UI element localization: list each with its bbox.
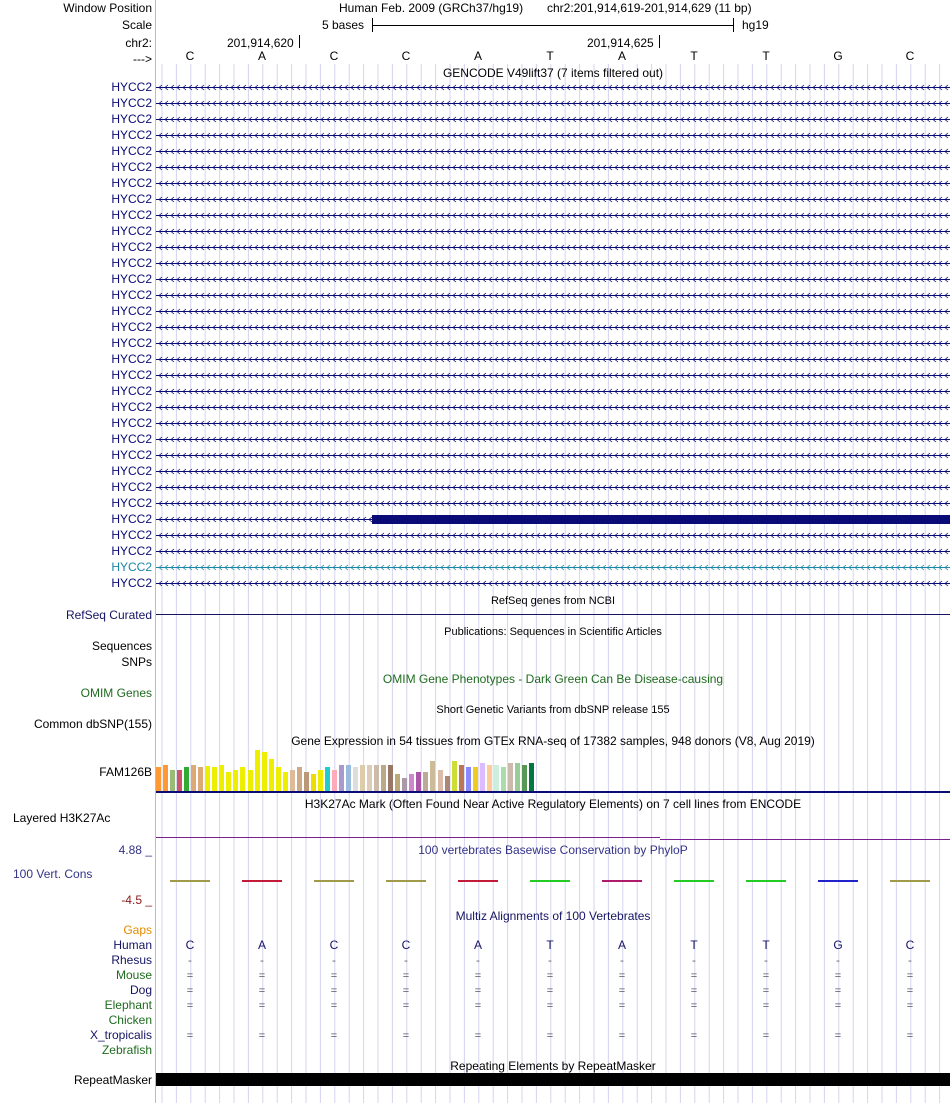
gtex-tissue-bar[interactable] [381,765,386,791]
h3k27ac-signal-line-a [156,837,660,838]
gtex-tissue-bar[interactable] [311,774,316,791]
gencode-gene-label[interactable]: HYCC2 [111,208,152,222]
gtex-tissue-bar[interactable] [346,765,351,791]
phylop-score-mark [602,880,642,882]
phylop-max-label: 4.88 _ [118,843,152,857]
gencode-transcript[interactable] [156,81,950,94]
gtex-tissue-bar[interactable] [177,770,182,792]
gtex-tissue-bar[interactable] [374,765,379,791]
gencode-transcript[interactable] [156,449,950,462]
gtex-tissue-bar[interactable] [515,763,520,791]
multiz-alignment-cell: = [474,985,482,997]
gtex-tissue-bar[interactable] [459,765,464,791]
coordinate-tick-b: 201,914,625 [587,36,654,50]
refseq-track-label[interactable]: RefSeq Curated [65,608,152,622]
multiz-species-label[interactable]: X_tropicalis [89,1028,152,1042]
gtex-tissue-bar[interactable] [156,767,161,791]
multiz-alignment-cell: C [185,938,195,952]
gencode-transcript[interactable] [156,417,950,430]
scale-bar [372,25,733,26]
gencode-transcript[interactable] [156,305,950,318]
repeatmasker-track-title: Repeating Elements by RepeatMasker [450,1059,656,1073]
multiz-alignment-cell: = [690,1030,698,1042]
gtex-tissue-bar[interactable] [487,765,492,791]
h3k27ac-signal-line-b [660,839,950,840]
phylop-score-mark [386,880,426,882]
multiz-alignment-cell: C [401,938,411,952]
multiz-alignment-cell: - [260,955,264,967]
gtex-tissue-bar[interactable] [184,767,189,791]
gencode-transcript[interactable] [156,273,950,286]
gtex-tissue-bar[interactable] [233,770,238,792]
multiz-alignment-cell: = [330,1000,338,1012]
coordinate-tick-a: 201,914,620 [227,36,294,50]
multiz-alignment-cell: = [258,970,266,982]
multiz-alignment-cell: = [546,985,554,997]
multiz-species-label[interactable]: Chicken [108,1013,152,1027]
gtex-tissue-bar[interactable] [452,761,457,791]
multiz-alignment-cell: - [188,955,192,967]
gencode-transcript[interactable] [156,161,950,174]
gencode-gene-label[interactable]: HYCC2 [111,128,152,142]
multiz-alignment-cell: - [764,955,768,967]
gencode-gene-label[interactable]: HYCC2 [111,544,152,558]
assembly-title: Human Feb. 2009 (GRCh37/hg19) [339,1,524,15]
gencode-gene-label[interactable]: HYCC2 [111,144,152,158]
multiz-species-label[interactable]: Mouse [115,968,152,982]
gtex-tissue-bar[interactable] [501,767,506,791]
gencode-transcript[interactable] [156,561,950,574]
phylop-score-mark [530,880,570,882]
multiz-alignment-cell: A [257,938,266,952]
gencode-transcript[interactable] [156,545,950,558]
gencode-transcript[interactable] [156,401,950,414]
gencode-transcript[interactable] [156,497,950,510]
publications-label-snps[interactable]: SNPs [121,655,152,669]
repeatmasker-element-bar[interactable] [156,1073,950,1086]
gencode-gene-label[interactable]: HYCC2 [111,288,152,302]
transcript-exon-block [372,515,950,524]
multiz-alignment-cell: = [402,970,410,982]
gtex-tissue-bar[interactable] [255,750,260,791]
phylop-score-mark [314,880,354,882]
multiz-alignment-cell: = [618,985,626,997]
gencode-gene-label[interactable]: HYCC2 [111,320,152,334]
gtex-tissue-bar[interactable] [494,765,499,791]
gtex-tissue-bar[interactable] [269,759,274,791]
gtex-tissue-bar[interactable] [339,765,344,791]
gencode-gene-label[interactable]: HYCC2 [111,192,152,206]
multiz-alignment-cell: = [258,1030,266,1042]
gencode-track-title: GENCODE V49lift37 (7 items filtered out) [442,66,664,80]
gtex-tissue-bar[interactable] [325,767,330,791]
multiz-alignment-cell: = [618,970,626,982]
multiz-alignment-cell: = [906,1030,914,1042]
h3k27ac-track-label[interactable]: Layered H3K27Ac [13,811,111,825]
gencode-transcript[interactable] [156,577,950,590]
phylop-min-label: -4.5 _ [121,893,152,907]
multiz-alignment-cell: - [692,955,696,967]
gencode-gene-label[interactable]: HYCC2 [111,384,152,398]
multiz-alignment-cell: = [330,1030,338,1042]
gencode-gene-label[interactable]: HYCC2 [111,512,152,526]
gencode-transcript[interactable] [156,385,950,398]
multiz-track-title: Multiz Alignments of 100 Vertebrates [455,909,651,923]
gencode-transcript[interactable] [156,481,950,494]
phylop-score-mark [818,880,858,882]
gtex-tissue-bar[interactable] [240,767,245,791]
gencode-gene-label[interactable]: HYCC2 [111,112,152,126]
multiz-alignment-cell: T [762,938,770,952]
gencode-gene-label[interactable]: HYCC2 [111,272,152,286]
gtex-tissue-bar[interactable] [212,767,217,791]
multiz-alignment-cell: = [618,1030,626,1042]
phylop-score-mark [170,880,210,882]
multiz-alignment-cell: A [473,938,482,952]
gencode-gene-label[interactable]: HYCC2 [111,96,152,110]
gtex-tissue-bar[interactable] [480,763,485,791]
dbsnp-track-title: Short Genetic Variants from dbSNP release 155 [436,704,670,716]
multiz-alignment-cell: - [476,955,480,967]
base-letter: C [185,49,195,63]
base-letter: G [833,49,843,63]
base-letter: T [546,49,554,63]
window-position-label: Window Position [63,1,152,15]
phylop-track-title: 100 vertebrates Basewise Conservation by PhyloP [418,843,688,857]
gtex-tissue-bar[interactable] [508,763,513,791]
multiz-alignment-cell: = [546,1000,554,1012]
db-label: hg19 [742,18,769,32]
gencode-transcript[interactable] [156,433,950,446]
multiz-alignment-cell: T [546,938,554,952]
multiz-alignment-cell: = [474,1000,482,1012]
gencode-transcript[interactable] [156,113,950,126]
multiz-alignment-cell: - [908,955,912,967]
multiz-alignment-cell: = [906,970,914,982]
gencode-gene-label[interactable]: HYCC2 [111,576,152,590]
gencode-gene-label[interactable]: HYCC2 [111,240,152,254]
chrom-label: chr2: [125,36,152,50]
gtex-tissue-bar[interactable] [353,767,358,791]
gtex-gene-line[interactable] [156,791,950,793]
multiz-alignment-cell: = [834,970,842,982]
repeatmasker-track-label[interactable]: RepeatMasker [73,1073,152,1087]
gencode-gene-label[interactable]: HYCC2 [111,80,152,94]
multiz-alignment-cell: = [690,1000,698,1012]
gencode-transcript[interactable] [156,97,950,110]
gencode-transcript[interactable] [156,193,950,206]
multiz-alignment-cell: = [834,985,842,997]
multiz-alignment-cell: = [762,1030,770,1042]
gtex-tissue-bar[interactable] [466,767,471,791]
multiz-alignment-cell: = [762,1000,770,1012]
gtex-tissue-bar[interactable] [226,772,231,791]
gtex-tissue-bar[interactable] [170,770,175,792]
coordinate-tick-a-mark [299,35,300,48]
gtex-tissue-bar[interactable] [388,765,393,791]
multiz-alignment-cell: = [330,970,338,982]
gencode-gene-label[interactable]: HYCC2 [111,560,152,574]
multiz-alignment-cell: - [620,955,624,967]
gencode-gene-label[interactable]: HYCC2 [111,496,152,510]
gtex-expression-bars[interactable] [156,748,536,791]
multiz-alignment-cell: = [690,985,698,997]
multiz-alignment-cell: T [690,938,698,952]
gtex-tissue-bar[interactable] [430,761,435,791]
gtex-tissue-bar[interactable] [445,776,450,791]
phylop-track-label[interactable]: 100 Vert. Cons [13,867,93,881]
gtex-tissue-bar[interactable] [304,772,309,791]
gencode-transcript[interactable] [156,337,950,350]
phylop-score-mark [746,880,786,882]
multiz-alignment-cell: = [474,970,482,982]
multiz-alignment-cell: = [906,1000,914,1012]
gencode-transcript[interactable] [156,241,950,254]
gtex-tissue-bar[interactable] [360,765,365,791]
publications-track-title: Publications: Sequences in Scientific Articles [444,626,662,638]
multiz-alignment-cell: = [546,1030,554,1042]
gencode-gene-label[interactable]: HYCC2 [111,464,152,478]
coordinate-tick-b-mark [659,35,660,48]
multiz-alignment-cell: = [258,985,266,997]
multiz-species-label[interactable]: Zebrafish [101,1043,152,1057]
gencode-gene-label[interactable]: HYCC2 [111,432,152,446]
base-letter: A [617,49,626,63]
gtex-tissue-bar[interactable] [402,778,407,791]
base-letter: A [473,49,482,63]
base-letter: T [690,49,698,63]
gencode-transcript[interactable] [156,129,950,142]
gencode-transcript[interactable] [156,225,950,238]
gtex-tissue-bar[interactable] [283,772,288,791]
gencode-gene-label[interactable]: HYCC2 [111,352,152,366]
multiz-alignment-cell: = [186,985,194,997]
gtex-tissue-bar[interactable] [423,772,428,791]
multiz-alignment-cell: = [834,1000,842,1012]
gencode-gene-label[interactable]: HYCC2 [111,448,152,462]
multiz-alignment-cell: - [548,955,552,967]
refseq-gene-line[interactable] [156,614,950,615]
gtex-tissue-bar[interactable] [163,765,168,791]
multiz-alignment-cell: C [329,938,339,952]
gtex-tissue-bar[interactable] [276,767,281,791]
gencode-transcript[interactable] [156,353,950,366]
multiz-alignment-cell: = [618,1000,626,1012]
multiz-alignment-cell: = [186,1030,194,1042]
multiz-alignment-cell: = [906,985,914,997]
gtex-tissue-bar[interactable] [290,770,295,792]
gencode-gene-label[interactable]: HYCC2 [111,256,152,270]
multiz-species-label[interactable]: Rhesus [111,953,152,967]
gtex-track-title: Gene Expression in 54 tissues from GTEx RNA-seq of 17382 samples, 948 donors (V8, Aug 2019) [291,734,815,748]
gtex-tissue-bar[interactable] [367,765,372,791]
gtex-tissue-bar[interactable] [332,770,337,792]
multiz-alignment-cell: = [762,970,770,982]
gencode-gene-label[interactable]: HYCC2 [111,368,152,382]
gencode-gene-label[interactable]: HYCC2 [111,480,152,494]
multiz-species-label[interactable]: Dog [129,983,152,997]
scale-bar-tick-left [372,18,373,32]
gencode-transcript[interactable] [156,289,950,302]
gtex-tissue-bar[interactable] [248,770,253,792]
scale-bar-tick-right [733,18,734,32]
gtex-tissue-bar[interactable] [522,765,527,791]
gencode-transcript[interactable] [156,257,950,270]
scale-label: Scale [121,18,152,32]
scale-text: 5 bases [322,18,365,32]
multiz-alignment-cell: - [332,955,336,967]
gtex-tissue-bar[interactable] [191,765,196,791]
gencode-gene-label[interactable]: HYCC2 [111,304,152,318]
multiz-alignment-cell: = [402,1030,410,1042]
gencode-transcript[interactable] [156,321,950,334]
gtex-tissue-bar[interactable] [297,767,302,791]
gencode-transcript[interactable] [156,177,950,190]
gtex-tissue-bar[interactable] [438,770,443,792]
base-letter: C [329,49,339,63]
gencode-gene-label[interactable]: HYCC2 [111,400,152,414]
multiz-alignment-cell: = [186,970,194,982]
multiz-species-label[interactable]: Elephant [104,998,152,1012]
multiz-species-label[interactable]: Human [113,938,152,952]
gtex-tissue-bar[interactable] [395,774,400,791]
omim-track-title: OMIM Gene Phenotypes - Dark Green Can Be Disease-causing [382,672,724,686]
multiz-alignment-cell: A [617,938,626,952]
omim-track-label[interactable]: OMIM Genes [80,686,152,700]
phylop-score-mark [242,880,282,882]
multiz-alignment-cell: G [833,938,843,952]
gencode-transcript[interactable] [156,369,950,382]
gtex-tissue-bar[interactable] [473,767,478,791]
multiz-alignment-cell: = [690,970,698,982]
gtex-tissue-bar[interactable] [198,767,203,791]
refseq-track-title: RefSeq genes from NCBI [490,595,616,607]
multiz-alignment-cell: = [546,970,554,982]
publications-label-sequences[interactable]: Sequences [91,639,152,653]
gencode-gene-label[interactable]: HYCC2 [111,528,152,542]
gtex-tissue-bar[interactable] [416,772,421,791]
multiz-alignment-cell: = [762,985,770,997]
gencode-gene-label[interactable]: HYCC2 [111,160,152,174]
h3k27ac-track-title: H3K27Ac Mark (Often Found Near Active Regulatory Elements) on 7 cell lines from ENCODE [304,797,802,811]
gencode-gene-label[interactable]: HYCC2 [111,416,152,430]
base-letter: C [905,49,915,63]
multiz-alignment-cell: = [402,985,410,997]
gencode-transcript[interactable] [156,209,950,222]
gencode-gene-label[interactable]: HYCC2 [111,176,152,190]
gencode-gene-label[interactable]: HYCC2 [111,336,152,350]
strand-label: ---> [133,52,152,66]
phylop-score-mark [458,880,498,882]
phylop-score-mark [674,880,714,882]
multiz-alignment-cell: C [905,938,915,952]
dbsnp-track-label[interactable]: Common dbSNP(155) [33,717,152,731]
gencode-transcript[interactable] [156,145,950,158]
gtex-tissue-bar[interactable] [409,774,414,791]
gtex-tissue-bar[interactable] [262,752,267,791]
base-letter: A [257,49,266,63]
base-letter: T [762,49,770,63]
multiz-gaps-label[interactable]: Gaps [123,923,152,937]
phylop-score-mark [890,880,930,882]
multiz-alignment-cell: = [186,1000,194,1012]
gtex-gene-label[interactable]: FAM126B [99,765,152,779]
gtex-tissue-bar[interactable] [529,763,534,791]
multiz-alignment-cell: - [404,955,408,967]
multiz-alignment-cell: = [402,1000,410,1012]
multiz-alignment-cell: - [836,955,840,967]
gencode-transcript[interactable] [156,529,950,542]
position-readout: chr2:201,914,619-201,914,629 (11 bp) [547,1,752,15]
gencode-transcript[interactable] [156,465,950,478]
gtex-tissue-bar[interactable] [205,766,210,791]
gtex-tissue-bar[interactable] [219,765,224,791]
multiz-alignment-cell: = [474,1030,482,1042]
gencode-gene-label[interactable]: HYCC2 [111,224,152,238]
multiz-alignment-cell: = [834,1030,842,1042]
multiz-alignment-cell: = [330,985,338,997]
base-letter: C [401,49,411,63]
multiz-alignment-cell: = [258,1000,266,1012]
gencode-transcript[interactable] [156,513,950,526]
gtex-tissue-bar[interactable] [318,770,323,792]
